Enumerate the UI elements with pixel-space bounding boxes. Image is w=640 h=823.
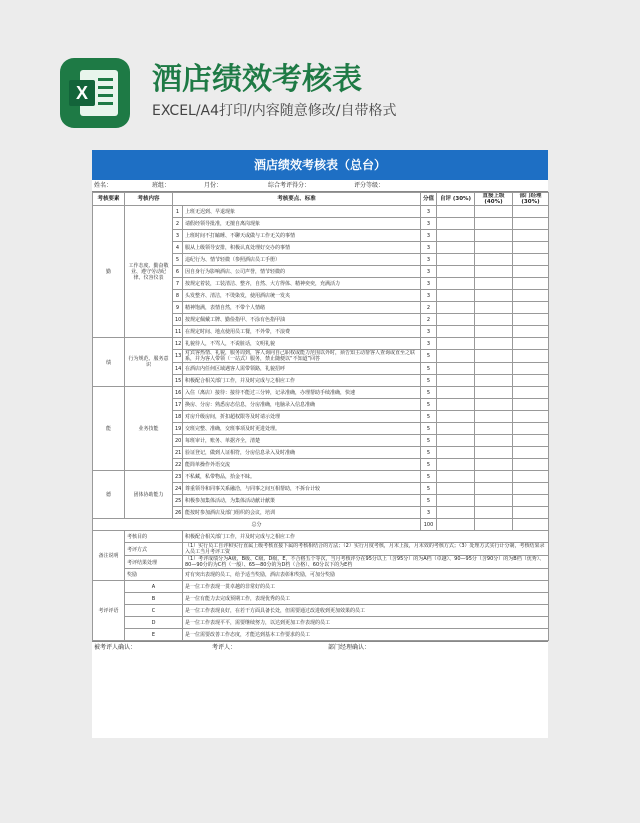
remark-key: 考评结果处理 xyxy=(125,556,183,569)
score-cell: 5 xyxy=(421,483,437,495)
info-grade: 评分等级： xyxy=(354,182,385,189)
criteria-cell: 服从上级领导安排，积极认真处理好交办的事情 xyxy=(183,242,421,254)
criteria-cell: 交班完整、准确，交班事项及时更进处理。 xyxy=(183,423,421,435)
grade-value: 是一位工作表现平平，需要继续努力，以达到更加工作表现的员工 xyxy=(183,617,549,629)
info-score: 综合考评得分： xyxy=(268,182,311,189)
score-cell: 5 xyxy=(421,399,437,411)
factor-cell: 能 xyxy=(93,387,125,471)
rating-input-cell[interactable] xyxy=(475,302,513,314)
factor-cell: 绩 xyxy=(93,338,125,387)
rating-input-cell[interactable] xyxy=(475,423,513,435)
remark-row xyxy=(93,556,549,569)
column-header: 部门经理 (30%) xyxy=(513,193,549,206)
grade-label: 考评评语 xyxy=(93,581,125,641)
criteria-cell: 每班审计，账务、单据齐全，清楚 xyxy=(183,435,421,447)
grade-key: A xyxy=(125,581,183,593)
criteria-cell: 换房、分房：熟悉房态信息，分房准确，电脑录入信息准确 xyxy=(183,399,421,411)
total-label: 总分 xyxy=(93,519,421,531)
rating-input-cell[interactable] xyxy=(513,254,549,266)
score-cell: 2 xyxy=(421,302,437,314)
rating-input-cell[interactable] xyxy=(513,290,549,302)
rating-input-cell[interactable] xyxy=(437,302,475,314)
rating-input-cell[interactable] xyxy=(437,459,475,471)
remark-key: 考评方式 xyxy=(125,543,183,556)
rating-input-cell[interactable] xyxy=(475,495,513,507)
score-cell: 3 xyxy=(421,218,437,230)
page-subtitle: EXCEL/A4打印/内容随意修改/自带格式 xyxy=(152,103,397,119)
column-header: 考核要素 xyxy=(93,193,125,206)
grade-row xyxy=(93,629,549,641)
criteria-cell: 精神饱满，表情自然，不带个人情绪 xyxy=(183,302,421,314)
row-number: 15 xyxy=(173,375,183,387)
row-number: 16 xyxy=(173,387,183,399)
table-header xyxy=(93,193,549,206)
grade-value: 是一位工作表现一贯卓越的非常好的员工 xyxy=(183,581,549,593)
score-cell: 3 xyxy=(421,326,437,338)
row-number: 12 xyxy=(173,338,183,350)
rating-input-cell[interactable] xyxy=(513,507,549,519)
rating-input-cell[interactable] xyxy=(475,242,513,254)
rating-input-cell[interactable] xyxy=(437,242,475,254)
info-name: 姓名： xyxy=(94,182,113,189)
remark-row xyxy=(93,531,549,543)
score-cell: 5 xyxy=(421,423,437,435)
row-number: 2 xyxy=(173,218,183,230)
rating-input-cell[interactable] xyxy=(475,447,513,459)
rating-input-cell[interactable] xyxy=(475,314,513,326)
grade-key: E xyxy=(125,629,183,641)
criteria-cell: 对宾客热情、礼貌，服务周到，客人询问自己职权或能力范围以外时，须告知主动帮客人查询或直至之联系，并为客人带领（一站式）服务，禁止随便以“不知道”回答 xyxy=(183,350,421,363)
rating-input-cell[interactable] xyxy=(513,495,549,507)
criteria-cell: 请假经领导批准，无擅自离岗现象 xyxy=(183,218,421,230)
rating-input-cell[interactable] xyxy=(437,338,475,350)
grade-value: 是一位有能力去完成预期工作，表现优秀的员工 xyxy=(183,593,549,605)
remark-row xyxy=(93,543,549,556)
spreadsheet-preview xyxy=(92,150,548,738)
footer-evaluator: 考评人： xyxy=(212,644,237,651)
row-number: 25 xyxy=(173,495,183,507)
rating-input-cell[interactable] xyxy=(475,387,513,399)
score-cell: 5 xyxy=(421,411,437,423)
rating-input-cell[interactable] xyxy=(475,266,513,278)
rating-input-cell[interactable] xyxy=(437,411,475,423)
rating-input-cell[interactable] xyxy=(475,326,513,338)
score-cell: 3 xyxy=(421,230,437,242)
row-number: 19 xyxy=(173,423,183,435)
column-header: 直接上级 (40%) xyxy=(475,193,513,206)
rating-input-cell[interactable] xyxy=(437,290,475,302)
row-number: 24 xyxy=(173,483,183,495)
rating-input-cell[interactable] xyxy=(475,435,513,447)
score-cell: 5 xyxy=(421,350,437,363)
rating-input-cell[interactable] xyxy=(513,242,549,254)
total-input-cell[interactable] xyxy=(437,519,475,531)
rating-input-cell[interactable] xyxy=(437,375,475,387)
rating-input-cell[interactable] xyxy=(513,218,549,230)
factor-cell: 勤 xyxy=(93,206,125,338)
rating-input-cell[interactable] xyxy=(475,254,513,266)
criteria-cell: 不私藏，私带物品，拾金不昧。 xyxy=(183,471,421,483)
row-number: 20 xyxy=(173,435,183,447)
criteria-cell: 能按时参加酒店及部门组织的会议，培训 xyxy=(183,507,421,519)
rating-input-cell[interactable] xyxy=(475,363,513,375)
assessment-table xyxy=(92,192,549,641)
rating-input-cell[interactable] xyxy=(513,338,549,350)
footer-manager: 部门经理确认： xyxy=(328,644,371,651)
row-number: 18 xyxy=(173,411,183,423)
score-cell: 5 xyxy=(421,459,437,471)
row-number: 8 xyxy=(173,290,183,302)
criteria-cell: 入住（离店）接待：接待不能过三分钟，记录准确，办理帮助手续准确，快速 xyxy=(183,387,421,399)
rating-input-cell[interactable] xyxy=(437,423,475,435)
remarks-label: 备注说明 xyxy=(93,531,125,581)
score-cell: 3 xyxy=(421,507,437,519)
rating-input-cell[interactable] xyxy=(437,447,475,459)
table-row xyxy=(93,338,549,350)
criteria-cell: 积极参加集体活动，为集体活动献计献策 xyxy=(183,495,421,507)
criteria-cell: 能简单操作外语交流 xyxy=(183,459,421,471)
rating-input-cell[interactable] xyxy=(475,278,513,290)
remark-value: 对有突出表现的员工，给予适当奖励，酒店表彰和奖励，可加分奖励 xyxy=(183,569,549,581)
score-cell: 3 xyxy=(421,242,437,254)
row-number: 23 xyxy=(173,471,183,483)
rating-input-cell[interactable] xyxy=(437,350,475,363)
score-cell: 3 xyxy=(421,278,437,290)
grade-key: D xyxy=(125,617,183,629)
rating-input-cell[interactable] xyxy=(475,206,513,218)
remark-row xyxy=(93,569,549,581)
grade-value: 是一位工作表现良好，在若干方面具备长处，但需要通过改进收到更加效果的员工 xyxy=(183,605,549,617)
sheet-title: 酒店绩效考核表（总台） xyxy=(92,150,548,180)
rating-input-cell[interactable] xyxy=(513,459,549,471)
score-cell: 3 xyxy=(421,266,437,278)
rating-input-cell[interactable] xyxy=(513,399,549,411)
criteria-cell: 上班时间不打瞌睡、不聊天或做与工作无关的事情 xyxy=(183,230,421,242)
rating-input-cell[interactable] xyxy=(513,206,549,218)
rating-input-cell[interactable] xyxy=(437,495,475,507)
criteria-cell: 验证登记，做到人证相符，分房信息录入及时准确 xyxy=(183,447,421,459)
criteria-cell: 对房升级房间，折扣超权限等及时请示处理 xyxy=(183,411,421,423)
criteria-cell: 按规定着装，工装清洁、整齐，自然、大方得体、精神奕奕，充满活力 xyxy=(183,278,421,290)
rating-input-cell[interactable] xyxy=(437,363,475,375)
table-row xyxy=(93,206,549,218)
grade-row xyxy=(93,593,549,605)
row-number: 21 xyxy=(173,447,183,459)
rating-input-cell[interactable] xyxy=(437,387,475,399)
rating-input-cell[interactable] xyxy=(475,483,513,495)
score-cell: 3 xyxy=(421,254,437,266)
rating-input-cell[interactable] xyxy=(475,350,513,363)
rating-input-cell[interactable] xyxy=(513,350,549,363)
row-number: 3 xyxy=(173,230,183,242)
rating-input-cell[interactable] xyxy=(513,483,549,495)
table-row xyxy=(93,471,549,483)
criteria-cell: 在规定时间、地点使用员工餐，不外带，不浪费 xyxy=(183,326,421,338)
score-cell: 3 xyxy=(421,290,437,302)
rating-input-cell[interactable] xyxy=(513,230,549,242)
rating-input-cell[interactable] xyxy=(475,375,513,387)
column-header: 分值 xyxy=(421,193,437,206)
rating-input-cell[interactable] xyxy=(513,411,549,423)
rating-input-cell[interactable] xyxy=(437,471,475,483)
rating-input-cell[interactable] xyxy=(475,471,513,483)
rating-input-cell[interactable] xyxy=(437,206,475,218)
content-cell: 团体协助能力 xyxy=(125,471,173,519)
row-number: 17 xyxy=(173,399,183,411)
footer-row xyxy=(92,641,548,653)
row-number: 13 xyxy=(173,350,183,363)
remark-key: 奖励 xyxy=(125,569,183,581)
criteria-cell: 因自身行为影响酒店、公司声誉，情节轻微的 xyxy=(183,266,421,278)
score-cell: 3 xyxy=(421,206,437,218)
rating-input-cell[interactable] xyxy=(513,363,549,375)
rating-input-cell[interactable] xyxy=(513,471,549,483)
rating-input-cell[interactable] xyxy=(475,338,513,350)
rating-input-cell[interactable] xyxy=(437,254,475,266)
criteria-cell: 按规定佩戴工牌、勤俭指甲、不涂有色指甲油 xyxy=(183,314,421,326)
score-cell: 5 xyxy=(421,471,437,483)
total-row xyxy=(93,519,549,531)
row-number: 10 xyxy=(173,314,183,326)
score-cell: 5 xyxy=(421,495,437,507)
total-input-cell[interactable] xyxy=(513,519,549,531)
rating-input-cell[interactable] xyxy=(475,218,513,230)
rating-input-cell[interactable] xyxy=(475,399,513,411)
table-row xyxy=(93,387,549,399)
column-header: 考核内容 xyxy=(125,193,173,206)
criteria-cell: 违纪行为、情节轻微（参照酒店员工手册） xyxy=(183,254,421,266)
rating-input-cell[interactable] xyxy=(475,459,513,471)
row-number: 11 xyxy=(173,326,183,338)
total-score: 100 xyxy=(421,519,437,531)
remark-value: 积极配合相关部门工作，并及时完成与之相应工作 xyxy=(183,531,549,543)
criteria-cell: 头发整齐、清洁，不烫染发，使用酒店统一发夹 xyxy=(183,290,421,302)
row-number: 22 xyxy=(173,459,183,471)
remark-value: （1）考评成绩分为A级、B级、C级、D级、E，不合格五个等次，当月考核评分在95分以上（含95分）的为A档（卓越）、90—95分（含90分）的为B档（优秀）、80—90分的为C档（一般）、65—80分的为D档（合格）、60分以下的为E档 xyxy=(183,556,549,569)
excel-logo xyxy=(60,58,130,128)
total-input-cell[interactable] xyxy=(475,519,513,531)
score-cell: 5 xyxy=(421,387,437,399)
rating-input-cell[interactable] xyxy=(475,230,513,242)
remark-key: 考核目的 xyxy=(125,531,183,543)
rating-input-cell[interactable] xyxy=(437,326,475,338)
info-month: 月份： xyxy=(204,182,223,189)
rating-input-cell[interactable] xyxy=(437,314,475,326)
row-number: 9 xyxy=(173,302,183,314)
rating-input-cell[interactable] xyxy=(513,387,549,399)
row-number: 26 xyxy=(173,507,183,519)
rating-input-cell[interactable] xyxy=(437,218,475,230)
rating-input-cell[interactable] xyxy=(513,266,549,278)
row-number: 7 xyxy=(173,278,183,290)
score-cell: 5 xyxy=(421,447,437,459)
score-cell: 3 xyxy=(421,338,437,350)
rating-input-cell[interactable] xyxy=(513,278,549,290)
rating-input-cell[interactable] xyxy=(513,326,549,338)
row-number: 4 xyxy=(173,242,183,254)
rating-input-cell[interactable] xyxy=(475,507,513,519)
criteria-cell: 尊重领导和同事关系融洽，与同事之间互相帮助，不拆台计较 xyxy=(183,483,421,495)
grade-row xyxy=(93,617,549,629)
info-team: 班组： xyxy=(152,182,171,189)
rating-input-cell[interactable] xyxy=(513,314,549,326)
grade-value: 是一位需要改善工作态度，才能达到基本工作要求的员工 xyxy=(183,629,549,641)
info-row xyxy=(92,180,548,192)
content-cell: 行为规范、服务意识 xyxy=(125,338,173,387)
column-header: 考核要点、标准 xyxy=(173,193,421,206)
rating-input-cell[interactable] xyxy=(437,399,475,411)
rating-input-cell[interactable] xyxy=(513,447,549,459)
rating-input-cell[interactable] xyxy=(437,230,475,242)
score-cell: 5 xyxy=(421,435,437,447)
rating-input-cell[interactable] xyxy=(437,266,475,278)
footer-evaluatee: 被考评人确认： xyxy=(94,644,137,651)
factor-cell: 德 xyxy=(93,471,125,519)
content-cell: 工作态度、勤奋敬业、遵守劳动纪律、仪容仪表 xyxy=(125,206,173,338)
row-number: 6 xyxy=(173,266,183,278)
rating-input-cell[interactable] xyxy=(513,423,549,435)
score-cell: 5 xyxy=(421,375,437,387)
grade-key: C xyxy=(125,605,183,617)
criteria-cell: 积极配合相关部门工作，并及时完成与之相应工作 xyxy=(183,375,421,387)
grade-row xyxy=(93,605,549,617)
rating-input-cell[interactable] xyxy=(513,435,549,447)
rating-input-cell[interactable] xyxy=(475,411,513,423)
rating-input-cell[interactable] xyxy=(475,290,513,302)
page-title: 酒店绩效考核表 xyxy=(152,62,362,97)
rating-input-cell[interactable] xyxy=(437,483,475,495)
criteria-cell: 上班无迟到、早退现象 xyxy=(183,206,421,218)
grade-row xyxy=(93,581,549,593)
excel-x-icon: X xyxy=(69,80,95,106)
rating-input-cell[interactable] xyxy=(437,435,475,447)
remark-value: （1）实行员工自评和实行直属上级考核直接下属的考核相结合的方法；（2）实行月度考核，月末上报，月末效的考核方式；（3）处理方式实行计分制，考核结果录入员工当月考评工资 xyxy=(183,543,549,556)
grade-key: B xyxy=(125,593,183,605)
score-cell: 2 xyxy=(421,314,437,326)
rating-input-cell[interactable] xyxy=(513,375,549,387)
rating-input-cell[interactable] xyxy=(513,302,549,314)
row-number: 1 xyxy=(173,206,183,218)
criteria-cell: 在酒店内任何区域遇客人需带领路，礼貌招呼 xyxy=(183,363,421,375)
row-number: 14 xyxy=(173,363,183,375)
criteria-cell: 礼貌待人，不骂人，不说脏话，文明礼貌 xyxy=(183,338,421,350)
row-number: 5 xyxy=(173,254,183,266)
content-cell: 业务技能 xyxy=(125,387,173,471)
score-cell: 5 xyxy=(421,363,437,375)
rating-input-cell[interactable] xyxy=(437,507,475,519)
column-header: 自评 (30%) xyxy=(437,193,475,206)
rating-input-cell[interactable] xyxy=(437,278,475,290)
